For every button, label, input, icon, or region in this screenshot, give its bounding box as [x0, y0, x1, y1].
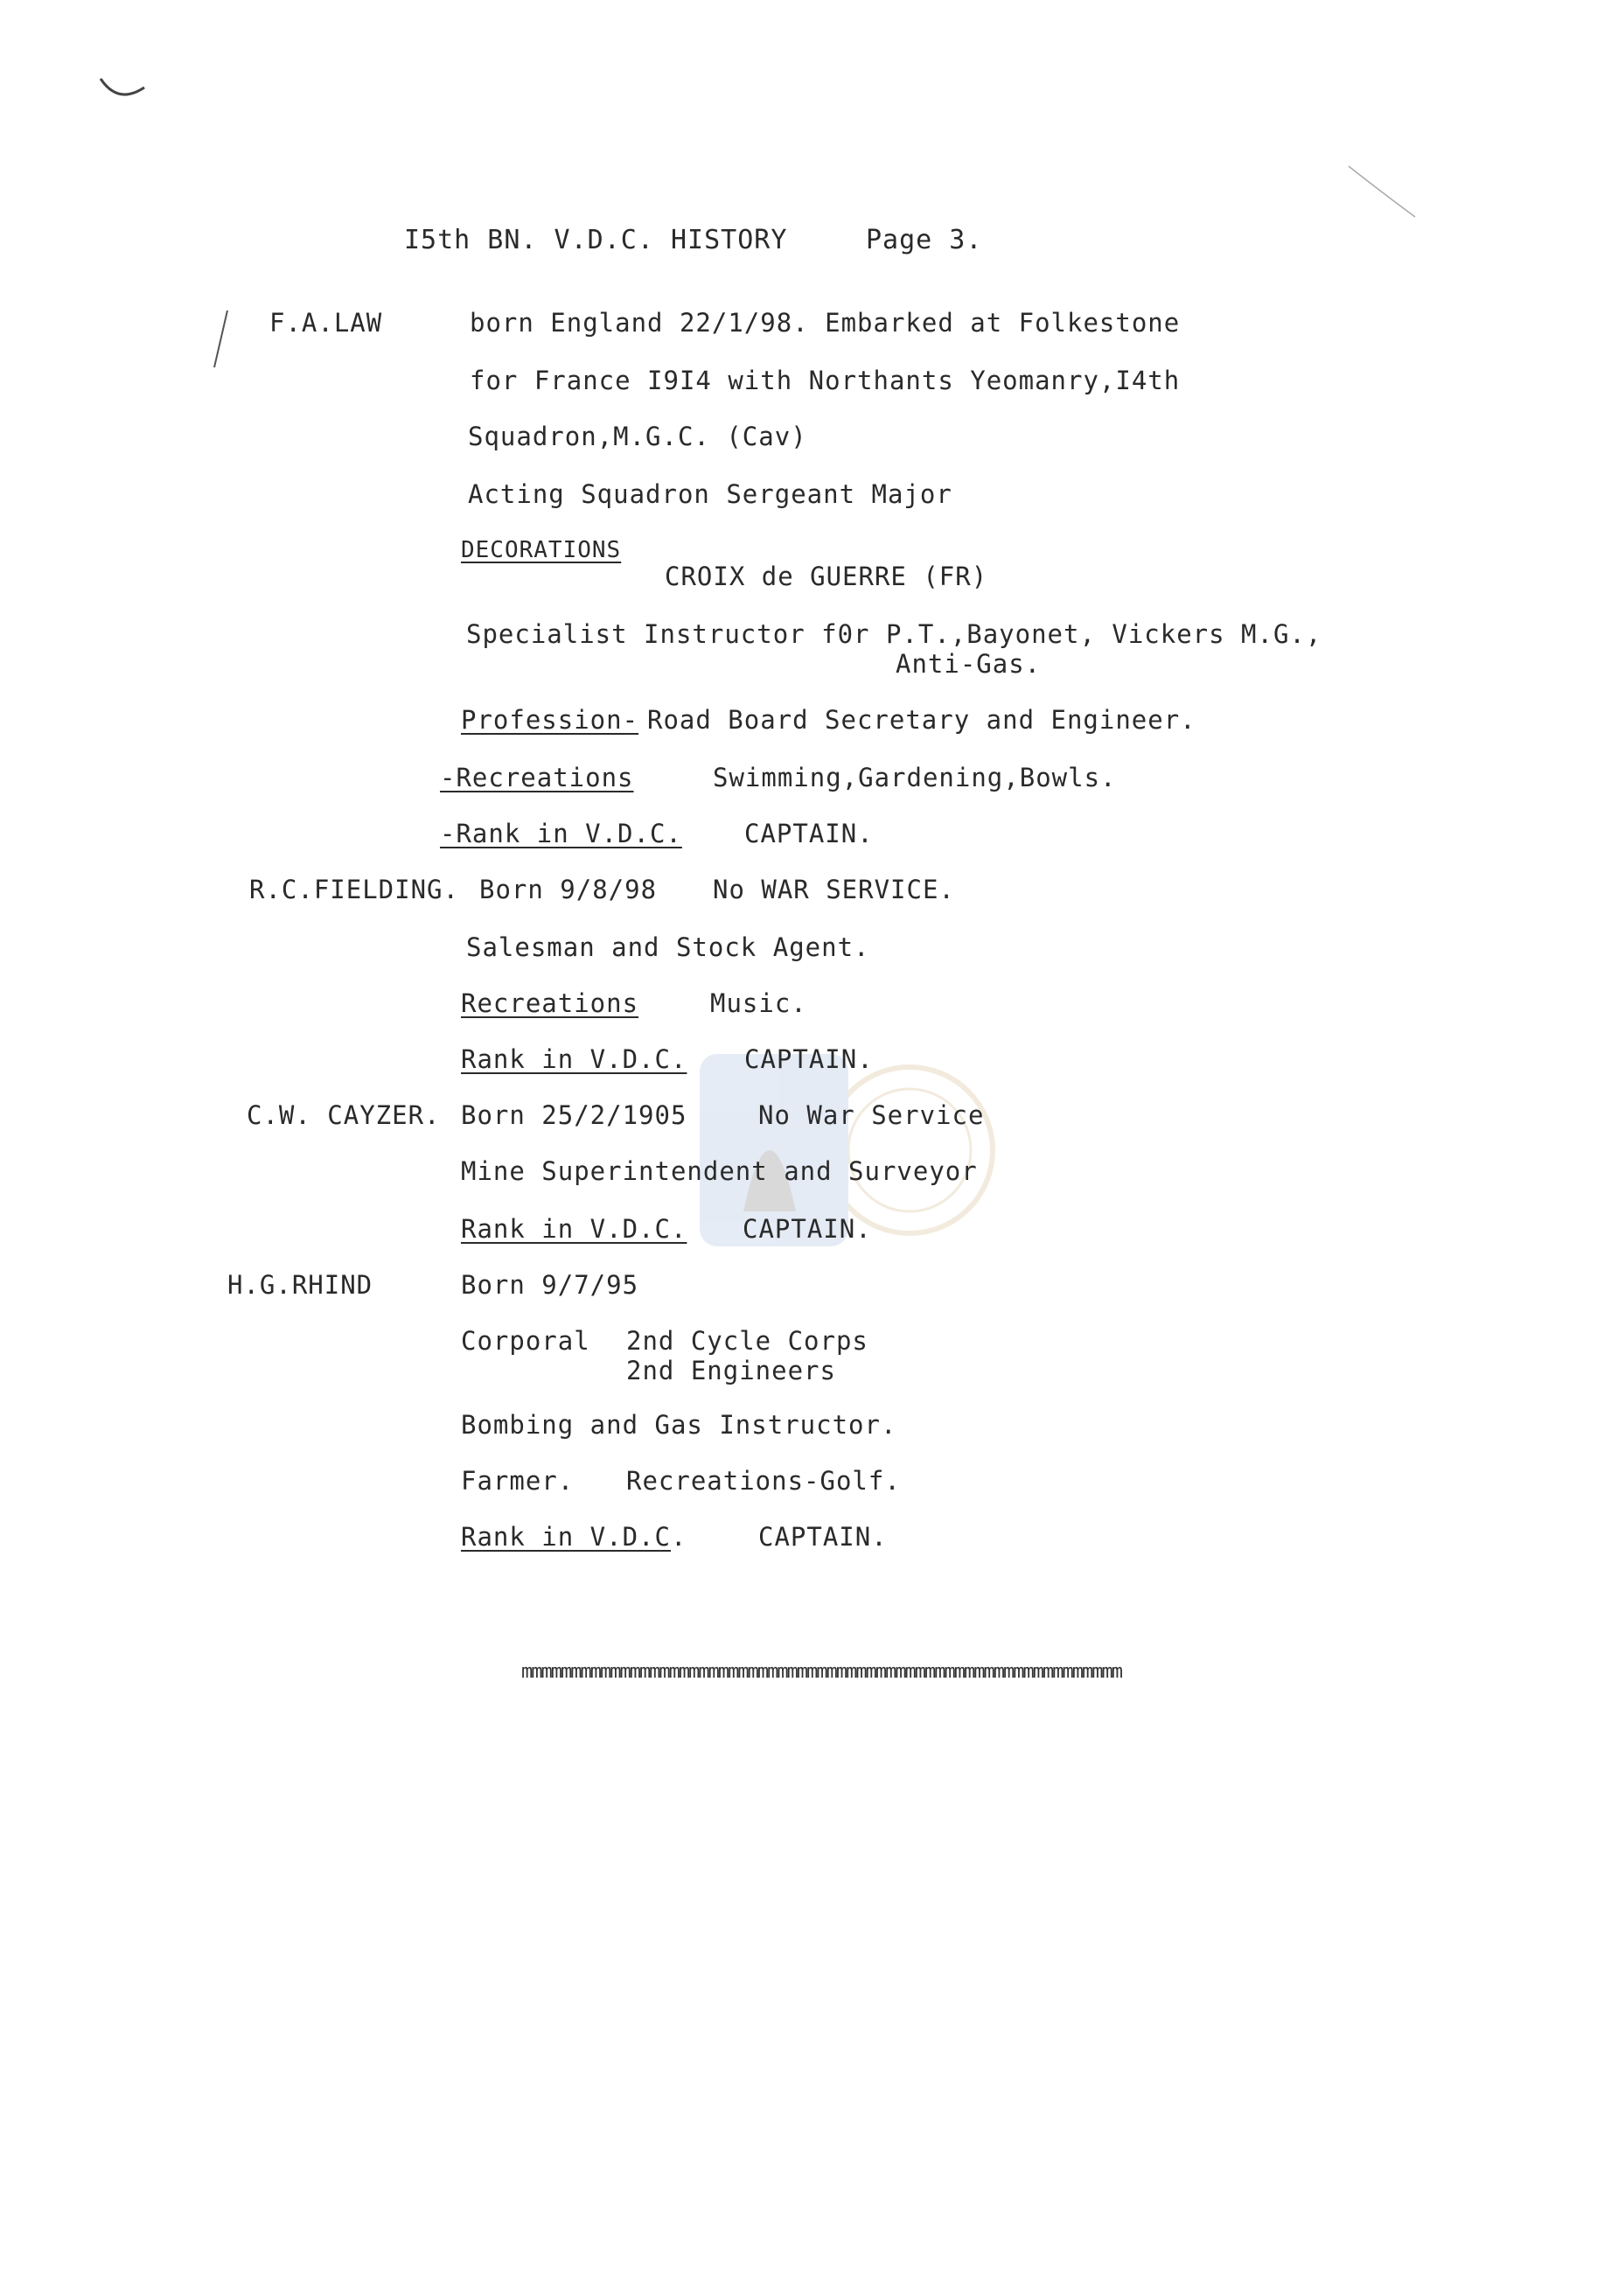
entry-line: for France I9I4 with Northants Yeomanry,I4th: [470, 366, 1181, 395]
entry-line: born England 22/1/98. Embarked at Folkestone: [470, 308, 1181, 338]
entry-occupation: Farmer.: [461, 1466, 575, 1496]
entry-line: Squadron,M.G.C. (Cav): [468, 422, 807, 451]
rank-suffix: .: [670, 1522, 687, 1552]
entry-war-service: No WAR SERVICE.: [713, 875, 955, 904]
rank-label: Rank in V.D.C.: [461, 1214, 687, 1244]
decorations-value: CROIX de GUERRE (FR): [665, 562, 988, 591]
rank-label: -Rank in V.D.C.: [440, 819, 682, 848]
service-line: 2nd Engineers: [626, 1356, 836, 1385]
rank-label: Rank in V.D.C: [461, 1522, 671, 1552]
entry-born: Born 25/2/1905: [461, 1100, 687, 1130]
rank-value: CAPTAIN.: [744, 819, 874, 848]
service-label: Corporal: [461, 1326, 590, 1356]
rank-label: Rank in V.D.C.: [461, 1044, 687, 1074]
profession-label: Profession-: [461, 705, 639, 735]
entry-war-service: No War Service: [758, 1100, 985, 1130]
decorations-label: DECORATIONS: [461, 537, 622, 563]
instructor-line: Bombing and Gas Instructor.: [461, 1410, 897, 1440]
entry-name: H.G.RHIND: [227, 1270, 373, 1300]
entry-born: Born 9/7/95: [461, 1270, 639, 1300]
page-number: Page 3.: [866, 225, 983, 255]
recreations-value: Music.: [710, 988, 807, 1018]
page-title: I5th BN. V.D.C. HISTORY: [404, 225, 788, 255]
recreations-label: Recreations: [461, 988, 639, 1018]
scan-mark-icon: [96, 70, 149, 114]
recreations-line: Recreations-Golf.: [626, 1466, 901, 1496]
rank-value: CAPTAIN.: [744, 1044, 874, 1074]
recreations-label: -Recreations: [440, 763, 634, 792]
entry-line: Acting Squadron Sergeant Major: [468, 479, 952, 509]
specialist-line: Anti-Gas.: [896, 649, 1042, 679]
rank-value: CAPTAIN.: [743, 1214, 872, 1244]
recreations-value: Swimming,Gardening,Bowls.: [713, 763, 1117, 792]
rank-line: [461, 1522, 687, 1552]
entry-occupation: Mine Superintendent and Surveyor: [461, 1156, 978, 1186]
entry-occupation: Salesman and Stock Agent.: [466, 932, 870, 962]
profession-value: Road Board Secretary and Engineer.: [647, 705, 1196, 735]
rank-value: CAPTAIN.: [758, 1522, 888, 1552]
entry-born: Born 9/8/98: [479, 875, 658, 904]
entry-name: R.C.FIELDING.: [249, 875, 459, 904]
divider-line: mmmmmmmmmmmmmmmmmmmmmmmmmmmmmmmmmmmmmmmmmmmmmmmmmmmmmmmmmmmmm: [521, 1661, 1121, 1683]
service-line: 2nd Cycle Corps: [626, 1326, 868, 1356]
specialist-line: Specialist Instructor f0r P.T.,Bayonet, Vickers M.G.,: [466, 619, 1322, 649]
entry-name: F.A.LAW: [269, 308, 383, 338]
entry-name: C.W. CAYZER.: [247, 1100, 441, 1130]
scan-mark-icon: [1347, 140, 1417, 219]
pencil-mark-icon: [166, 306, 236, 376]
